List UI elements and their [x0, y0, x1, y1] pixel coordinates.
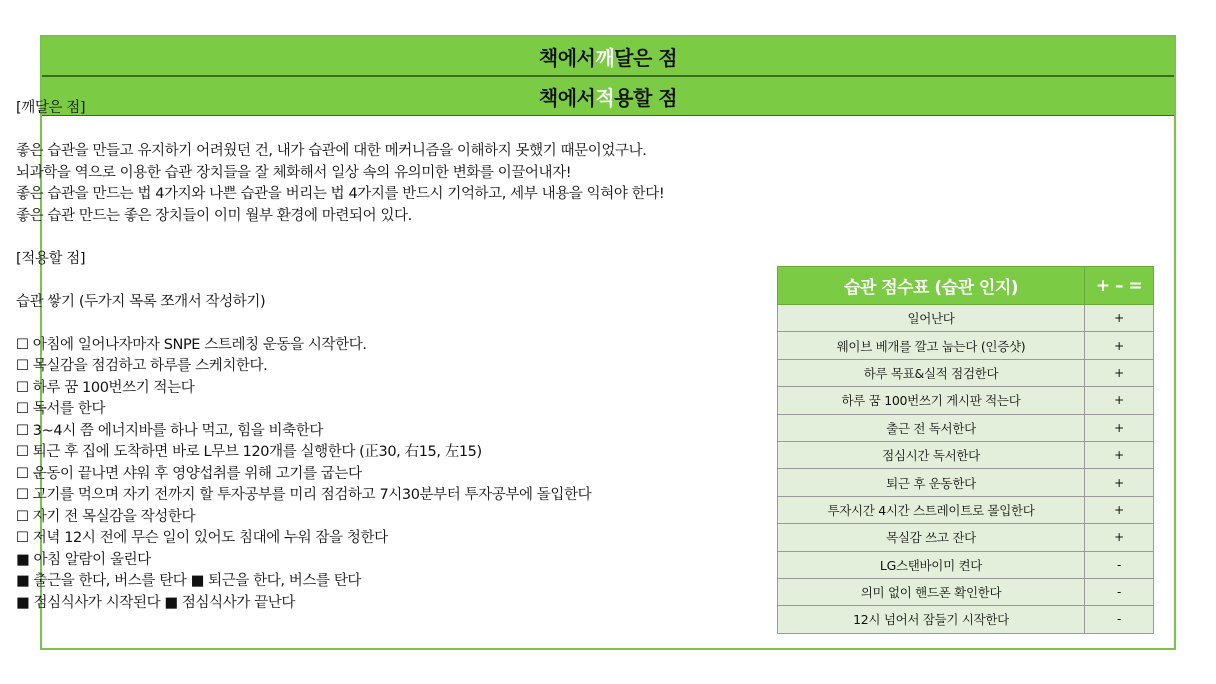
habit-cell: 투자시간 4시간 스트레이트로 몰입한다	[778, 496, 1085, 523]
banner-realize	[42, 37, 1174, 76]
scorecard-title: 습관 점수표 (습관 인지)	[778, 267, 1085, 305]
banner-apply-highlight: 적	[595, 85, 615, 110]
table-row	[778, 496, 1154, 523]
scorecard-header-row	[778, 267, 1154, 305]
mark-cell: +	[1085, 441, 1154, 468]
apply-heading: [적용할 점]	[16, 250, 86, 267]
mark-cell: +	[1085, 305, 1154, 332]
checklist-item: ☐ 운동이 끝나면 샤워 후 영양섭취를 위해 고기를 굽는다	[16, 465, 362, 482]
checklist-item: ☐ 하루 꿈 100번쓰기 적는다	[16, 379, 195, 396]
table-row	[778, 332, 1154, 359]
mark-cell: -	[1085, 578, 1154, 605]
habit-cell: 점심시간 독서한다	[778, 441, 1085, 468]
table-row	[778, 359, 1154, 386]
habit-cell: 웨이브 베개를 깔고 눕는다 (인증샷)	[778, 332, 1085, 359]
habit-cell: 하루 꿈 100번쓰기 게시판 적는다	[778, 387, 1085, 414]
banner-apply-before: 책에서	[538, 85, 596, 110]
realize-line: 뇌과학을 역으로 이용한 습관 장치들을 잘 체화해서 일상 속의 유의미한 변화를 이끌어내자!	[16, 164, 572, 181]
table-row	[778, 606, 1154, 633]
body-text	[16, 98, 756, 614]
banner-realize-after: 달은 점	[614, 45, 678, 70]
checklist-item: ☐ 목실감을 점검하고 하루를 스케치한다.	[16, 358, 268, 374]
habit-cell: 12시 넘어서 잠들기 시작한다	[778, 606, 1085, 633]
table-row	[778, 305, 1154, 332]
realize-heading: [깨달은 점]	[16, 100, 86, 116]
table-row	[778, 441, 1154, 468]
trigger-item: ■ 아침 알람이 울린다	[16, 551, 151, 568]
table-row	[778, 414, 1154, 441]
table-row	[778, 524, 1154, 551]
mark-cell: +	[1085, 359, 1154, 386]
habit-cell: 목실감 쓰고 잔다	[778, 524, 1085, 551]
realize-line: 좋은 습관을 만드는 법 4가지와 나쁜 습관을 버리는 법 4가지를 반드시 기억하고, 세부 내용을 익혀야 한다!	[16, 186, 665, 202]
checklist-item: ☐ 3~4시 쯤 에너지바를 하나 먹고, 힘을 비축한다	[16, 422, 323, 439]
banner-realize-before: 책에서	[538, 45, 596, 70]
stack-heading: 습관 쌓기 (두가지 목록 쪼개서 작성하기)	[16, 293, 266, 310]
realize-line: 좋은 습관을 만들고 유지하기 어려웠던 건, 내가 습관에 대한 메커니즘을 이해하지 못했기 때문이었구나.	[16, 143, 647, 159]
mark-cell: +	[1085, 387, 1154, 414]
checklist-item: ☐ 자기 전 목실감을 작성한다	[16, 508, 196, 525]
realize-line: 좋은 습관 만드는 좋은 장치들이 이미 월부 환경에 마련되어 있다.	[16, 207, 412, 224]
habit-cell: 퇴근 후 운동한다	[778, 469, 1085, 496]
checklist-item: ☐ 고기를 먹으며 자기 전까지 할 투자공부를 미리 점검하고 7시30분부터 투자공부에 돌입한다	[16, 487, 592, 503]
habit-cell: 출근 전 독서한다	[778, 414, 1085, 441]
trigger-item: ■ 출근을 한다, 버스를 탄다 ■ 퇴근을 한다, 버스를 탄다	[16, 573, 362, 589]
habit-cell: 일어난다	[778, 305, 1085, 332]
table-row	[778, 387, 1154, 414]
mark-cell: +	[1085, 332, 1154, 359]
habit-cell: 의미 없이 핸드폰 확인한다	[778, 578, 1085, 605]
mark-cell: -	[1085, 606, 1154, 633]
banner-realize-highlight: 깨	[595, 45, 615, 70]
banner-apply-after: 용할 점	[614, 85, 678, 110]
checklist-item: ☐ 독서를 한다	[16, 401, 106, 417]
mark-cell: +	[1085, 414, 1154, 441]
table-row	[778, 578, 1154, 605]
mark-cell: +	[1085, 524, 1154, 551]
habit-cell: 하루 목표&실적 점검한다	[778, 359, 1085, 386]
scorecard-mark-header: + – =	[1085, 267, 1154, 305]
checklist-item: ☐ 퇴근 후 집에 도착하면 바로 L무브 120개를 실행한다 (正30, 右15, 左15)	[16, 444, 482, 460]
habit-cell: LG스탠바이미 켠다	[778, 551, 1085, 578]
table-row	[778, 469, 1154, 496]
habit-scorecard	[777, 266, 1154, 634]
mark-cell: -	[1085, 551, 1154, 578]
table-row	[778, 551, 1154, 578]
checklist-item: ☐ 아침에 일어나자마자 SNPE 스트레칭 운동을 시작한다.	[16, 336, 367, 353]
trigger-item: ■ 점심식사가 시작된다 ■ 점심식사가 끝난다	[16, 594, 295, 611]
mark-cell: +	[1085, 469, 1154, 496]
mark-cell: +	[1085, 496, 1154, 523]
checklist-item: ☐ 저녁 12시 전에 무슨 일이 있어도 침대에 누워 잠을 청한다	[16, 530, 388, 546]
scorecard-table	[777, 266, 1154, 634]
